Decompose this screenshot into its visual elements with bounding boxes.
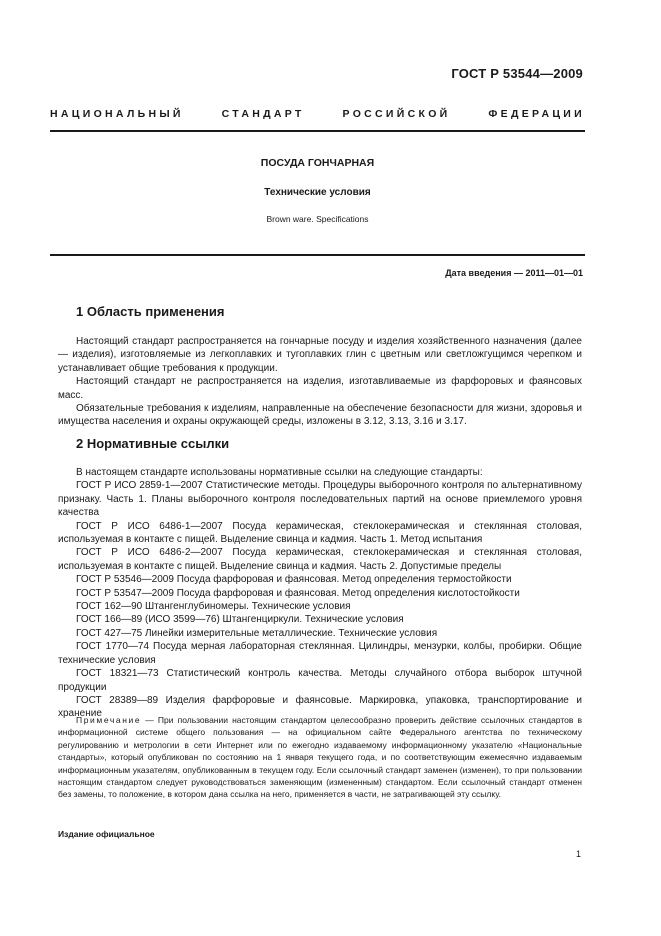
reference-paragraph: ГОСТ 28389—89 Изделия фарфоровые и фаянсовые. Маркировка, упаковка, транспортирование и хранение bbox=[58, 694, 582, 720]
note-text: — При пользовании настоящим стандартом целесообразно проверить действие ссылочных стандартов в информационной системе общего пользования — на официальном сайте Федерального агентства по техническому регулированию и метрологии в сети Интернет или по ежегодно издаваемому информационному указателю «Национальные стандарты», который опубликован по состоянию на 1 января текущего года, и по соответствующим ежемесячно издаваемым информационным указателям, опубликованным в текущем году. Если ссылочный стандарт заменен (изменен), то при пользовании настоящим стандартом следует руководствоваться заменяющим (измененным) стандартом. Если ссылочный стандарт отменен без замены, то положение, в котором дана ссылка на него, применяется в части, не затрагивающей эту ссылку. bbox=[58, 715, 582, 800]
section-2-body bbox=[58, 466, 582, 721]
section-1-body bbox=[58, 335, 582, 429]
reference-paragraph: ГОСТ Р 53546—2009 Посуда фарфоровая и фаянсовая. Метод определения термостойкости bbox=[76, 574, 512, 586]
middle-divider bbox=[50, 254, 585, 256]
section-1-paragraph: Настоящий стандарт не распространяется на изделия, изготавливаемые из фарфоровых и фаянсовых масс. bbox=[58, 376, 582, 401]
official-edition-label: Издание официальное bbox=[58, 829, 155, 839]
top-divider bbox=[50, 130, 585, 132]
document-title: ПОСУДА ГОНЧАРНАЯ bbox=[260, 157, 375, 169]
standard-code: ГОСТ Р 53544—2009 bbox=[451, 66, 583, 81]
section-1-paragraph: Настоящий стандарт распространяется на гончарные посуду и изделия хозяйственного назначения (далее — изделия), изготовляемые из легкоплавких и тугоплавких глин с цветным или светложгущимся черепком и устанавливает общие требования к продукции. bbox=[58, 336, 582, 374]
page-number: 1 bbox=[575, 849, 581, 859]
reference-paragraph: В настоящем стандарте использованы нормативные ссылки на следующие стандарты: bbox=[76, 467, 483, 478]
section-1-heading: 1 Область применения bbox=[76, 304, 225, 319]
reference-paragraph: ГОСТ Р 53547—2009 Посуда фарфоровая и фаянсовая. Метод определения кислотостойкости bbox=[76, 587, 520, 599]
reference-paragraph: ГОСТ Р ИСО 6486-2—2007 Посуда керамическая, стеклокерамическая и стеклянная столовая, используемая в контакте с пищей. Выделение свинца и кадмия. Часть 2. Допустимые пределы bbox=[58, 547, 582, 572]
section-1-paragraph: Обязательные требования к изделиям, направленные на обеспечение безопасности для жизни, здоровья и имущества населения и охраны окружающей среды, изложены в 3.12, 3.13, 3.16 и 3.17. bbox=[58, 403, 582, 428]
reference-paragraph: ГОСТ 1770—74 Посуда мерная лабораторная стеклянная. Цилиндры, мензурки, колбы, пробирки. Общие технические условия bbox=[58, 641, 582, 666]
reference-paragraph: ГОСТ Р ИСО 6486-1—2007 Посуда керамическая, стеклокерамическая и стеклянная столовая, используемая в контакте с пищей. Выделение свинца и кадмия. Часть 1. Метод испытания bbox=[58, 520, 582, 546]
reference-paragraph: ГОСТ 18321—73 Статистический контроль качества. Методы случайного отбора выборок штучной продукции bbox=[58, 668, 582, 693]
national-standard-title: НАЦИОНАЛЬНЫЙ СТАНДАРТ РОССИЙСКОЙ ФЕДЕРАЦИИ bbox=[50, 108, 585, 120]
document-subtitle: Технические условия bbox=[264, 187, 371, 198]
reference-note bbox=[58, 714, 582, 801]
document-english-title: Brown ware. Specifications bbox=[266, 214, 369, 224]
reference-paragraph: ГОСТ 166—89 (ИСО 3599—76) Штангенциркули. Технические условия bbox=[76, 614, 404, 626]
reference-paragraph: ГОСТ 162—90 Штангенглубиномеры. Технические условия bbox=[76, 601, 351, 613]
introduction-date: Дата введения — 2011—01—01 bbox=[445, 268, 583, 278]
reference-paragraph: ГОСТ Р ИСО 2859-1—2007 Статистические методы. Процедуры выборочного контроля по альтернативному признаку. Часть 1. Планы выборочного контроля последовательных партий на основе приемлемого уровня качества bbox=[58, 480, 582, 519]
note-label: Примечание bbox=[76, 715, 142, 725]
reference-paragraph: ГОСТ 427—75 Линейки измерительные металлические. Технические условия bbox=[76, 627, 438, 639]
section-2-heading: 2 Нормативные ссылки bbox=[76, 436, 230, 451]
